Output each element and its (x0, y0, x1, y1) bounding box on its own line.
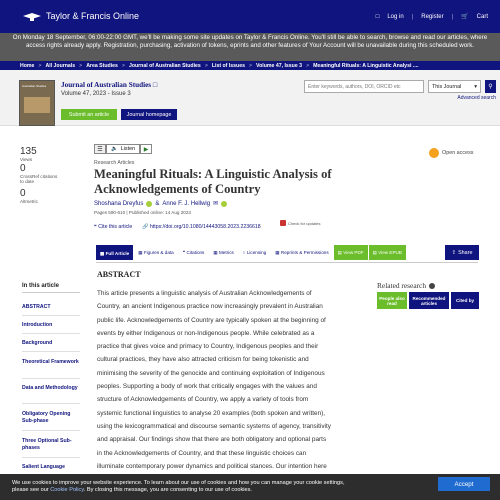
abstract-line: public life. Acknowledgements of Country are typically spoken at the beginning of (97, 316, 326, 324)
breadcrumb-area-studies[interactable]: Area Studies (86, 62, 118, 69)
article-type: Research Articles (94, 160, 135, 166)
abstract-line: peoples. Supporting a body of work that critically engages with the values and (97, 383, 317, 391)
cookie-banner (0, 474, 500, 500)
brand-lamp-icon (22, 10, 42, 22)
cookie-text: We use cookies to improve your website experience. To learn about our use of cookies and how you can manage your cookie settings, (12, 480, 345, 486)
crossmark-badge[interactable]: Check for updates (280, 220, 320, 226)
user-icon[interactable]: □ (375, 13, 380, 20)
search-input[interactable] (304, 80, 424, 93)
divider: | (411, 13, 414, 20)
cover-title: Australian Studies (22, 84, 47, 88)
brand-name: Taylor & Francis Online (46, 11, 140, 21)
brand-logo[interactable] (22, 10, 139, 22)
bar-chart-icon: ▦ (213, 249, 218, 255)
document-icon: ▦ (100, 250, 105, 256)
chevron-down-icon: ▾ (474, 84, 477, 90)
image-icon: ▦ (138, 249, 143, 255)
journal-homepage-button[interactable]: Journal homepage (121, 109, 177, 120)
crossref-count: 0 (20, 163, 26, 174)
tab-figures-data[interactable]: ▦ Figures & data (134, 245, 178, 260)
divider (22, 378, 80, 379)
tab-metrics[interactable]: ▦ Metrics (209, 245, 237, 260)
submit-article-button[interactable]: Submit an article (61, 109, 117, 120)
cart-icon[interactable]: 🛒 (461, 14, 469, 20)
abstract-line: illuminate contemporary power dynamics and political stances. Our intention here (97, 462, 327, 470)
breadcrumb-separator: > (79, 62, 83, 69)
tab-people-also-read[interactable]: People also read (377, 292, 407, 309)
authors (94, 200, 227, 207)
breadcrumb-separator: > (121, 62, 125, 69)
abstract-line: This article presents a linguistic analysis of Australian Acknowledgements of (97, 290, 312, 297)
abstract-line: and appraisal. Our findings show that there are both obligatory and optional parts (97, 436, 327, 444)
tab-citations[interactable]: ❝ Citations (179, 245, 209, 260)
notice-text: On Monday 18 September, 06:00-22:00 GMT, we'll be making some site updates on Taylor & Francis Online. You'll still be able to search, browse and read our articles, where access rights already apply. Registration, purchasing, activation of tokens, eprints and other features of Your Account will be unavailable during this scheduled work. (12, 34, 488, 49)
divider (22, 351, 80, 352)
article-tabs (96, 245, 406, 260)
listen-button[interactable]: 🔈 Listen (106, 144, 140, 154)
abstract-line: using the lexicogrammatical and discourse semantic systems of agency, transitivity (97, 422, 331, 430)
abstract-line: events by either Indigenous or non-Indigenous people. While celebrated as a (97, 329, 315, 337)
cover-illustration (24, 97, 50, 113)
toc-item-introduction[interactable]: Introduction (22, 322, 53, 328)
orcid-icon[interactable] (146, 201, 152, 207)
speaker-icon: 🔈 (111, 146, 118, 152)
divider: | (451, 13, 454, 20)
abstract-line: cultural practices, they have also attracted criticism for being tokenistic and (97, 356, 309, 364)
share-icon: ⇪ (451, 249, 457, 256)
audio-toolbar (94, 144, 152, 154)
toc-item-background[interactable]: Background (22, 340, 53, 346)
breadcrumb-separator: > (249, 62, 253, 69)
breadcrumb-separator: > (38, 62, 42, 69)
abstract-line: systemic functional linguistics to analyse 20 examples (both spoken and written), (97, 409, 326, 417)
tab-reprints[interactable]: ▦ Reprints & Permissions (271, 245, 332, 260)
breadcrumb-home[interactable]: Home (20, 62, 35, 69)
orcid-icon[interactable] (221, 201, 227, 207)
accept-cookies-button[interactable]: Accept (438, 477, 490, 491)
search-icon: ⚲ (488, 84, 493, 90)
search-scope-select[interactable]: This Journal ▾ (428, 80, 481, 93)
cookie-policy-link[interactable]: Cookie Policy (50, 486, 84, 493)
related-research-heading: Related research (377, 281, 435, 290)
toc-item-three-optional[interactable]: Three Optional Sub-phases (22, 438, 72, 451)
breadcrumb-current-article: Meaningful Rituals: A Linguistic Analysi .... (313, 62, 419, 69)
view-pdf-button[interactable]: ▤ View PDF (334, 245, 368, 260)
author-separator: & (155, 200, 160, 207)
journal-cover-image[interactable] (19, 80, 55, 126)
maintenance-notice (0, 33, 500, 61)
divider (22, 457, 80, 458)
abstract-line: structure of Acknowledgements of Country, we apply a variety of tools from (97, 396, 309, 404)
breadcrumb-issue[interactable]: Volume 47, Issue 3 (256, 62, 303, 69)
tab-full-article[interactable]: ▦ Full Article (96, 245, 133, 260)
journal-name[interactable]: Journal of Australian Studies □ (61, 81, 158, 89)
breadcrumb-separator: > (204, 62, 208, 69)
tab-cited-by[interactable]: Cited by (451, 292, 479, 309)
login-link[interactable]: Log in (387, 13, 404, 20)
altmetric-label: Altmetric (20, 199, 38, 204)
altmetric-count: 0 (20, 188, 26, 199)
quote-icon: ❝ (94, 224, 97, 230)
divider (22, 403, 80, 404)
toc-item-abstract[interactable]: ABSTRACT (22, 304, 51, 310)
views-label: Views (20, 157, 33, 162)
abstract-line: in the Acknowledgements of Country, and that these linguistic choices can (97, 449, 307, 457)
view-epub-button[interactable]: ▤ View EPUB (369, 245, 406, 260)
author-link[interactable]: Anne F. J. Hellwig (162, 200, 211, 207)
link-icon: 🔗 (142, 224, 149, 230)
tab-recommended-articles[interactable]: Recommended articles (409, 292, 449, 309)
open-access-icon: □ (152, 81, 158, 89)
play-icon[interactable]: ▶ (140, 144, 152, 154)
pages-published: Pages 590-610 | Published online: 14 Aug 2023 (94, 210, 191, 215)
info-icon[interactable] (429, 283, 435, 289)
divider (96, 262, 478, 263)
divider (22, 333, 80, 334)
abstract-line: minimising the severity of the genocide and continuing exploitation of Indigenous (97, 369, 325, 377)
toc-item-data-methodology[interactable]: Data and Methodology (22, 385, 78, 391)
abstract-line: Country, an ancient Indigenous practice now increasingly prevalent in Australian (97, 303, 323, 311)
quote-icon: ❝ (182, 249, 186, 255)
divider (22, 292, 80, 293)
related-tabs (377, 292, 479, 309)
doi-link[interactable]: 🔗 https://doi.org/10.1080/14443058.2023.2236618 (142, 224, 261, 230)
breadcrumb-separator: > (306, 62, 310, 69)
breadcrumb (0, 61, 500, 70)
reprint-icon: ▦ (275, 249, 280, 255)
crossmark-icon (280, 220, 286, 226)
abstract-heading: ABSTRACT (97, 270, 141, 279)
open-access-icon (429, 148, 439, 158)
toc-heading: In this article (22, 283, 60, 289)
crossref-label: CrossRef citations to date (20, 174, 58, 184)
search-button[interactable] (485, 80, 496, 93)
open-access-badge: Open access (429, 148, 473, 158)
views-count: 135 (20, 146, 37, 157)
share-button[interactable]: ⇪ Share (445, 245, 479, 260)
register-link[interactable]: Register (421, 13, 444, 20)
abstract-text (97, 287, 369, 473)
divider (22, 430, 80, 431)
breadcrumb-journal[interactable]: Journal of Australian Studies (128, 62, 201, 69)
cookie-text-2: please see our Cookie Policy. By closing this message, you are consenting to our use of cookies. (12, 486, 252, 493)
tab-licensing[interactable]: ○ Licensing (239, 245, 270, 260)
divider (22, 315, 80, 316)
pdf-icon: ▤ (337, 249, 342, 255)
advanced-search-link[interactable]: Advanced search (457, 95, 496, 101)
toc-item-obligatory-opening[interactable]: Obligatory Opening Sub-phase (22, 411, 71, 424)
cite-article-link[interactable]: ❝ Cite this article (94, 224, 133, 230)
top-bar (0, 0, 500, 33)
journal-volume[interactable]: Volume 47, 2023 - Issue 3 (61, 91, 131, 97)
breadcrumb-all-journals[interactable]: All Journals (45, 62, 76, 69)
menu-icon[interactable]: ☰ (94, 144, 106, 154)
cart-link[interactable]: Cart (476, 13, 488, 20)
abstract-line: practice that gives voice and primacy to Country, Indigenous peoples and their (97, 343, 319, 351)
author-link[interactable]: Shoshana Dreyfus (94, 200, 144, 207)
breadcrumb-list-of-issues[interactable]: List of Issues (211, 62, 245, 69)
toc-item-theoretical-framework[interactable]: Theoretical Framework (22, 359, 79, 365)
toc-item-salient-language[interactable]: Salient Language (22, 464, 65, 470)
cc-icon: ○ (242, 250, 246, 255)
epub-icon: ▤ (372, 249, 377, 255)
article-title: Meaningful Rituals: A Linguistic Analysis of Acknowledgements of Country (94, 167, 332, 196)
email-icon[interactable]: ✉ (213, 201, 219, 207)
